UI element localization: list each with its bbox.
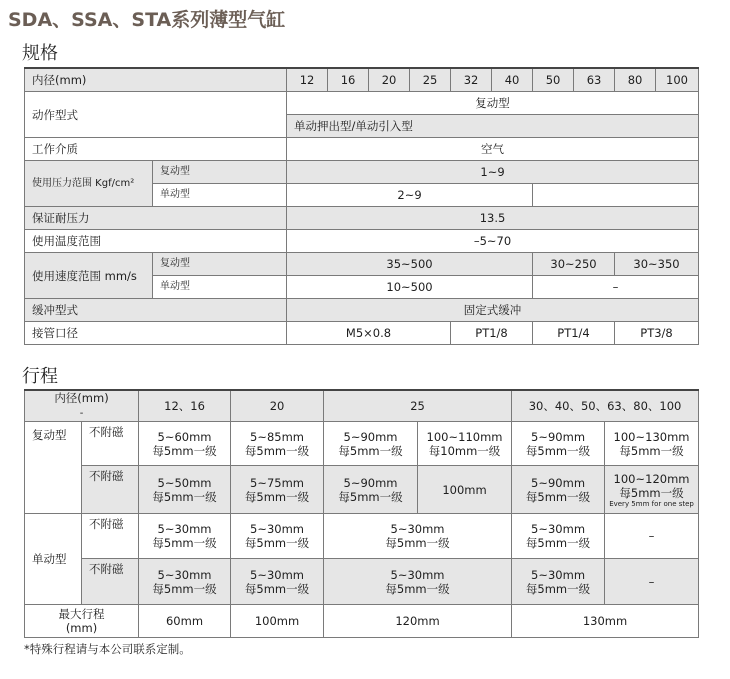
pressure-double-label: 复动型 <box>153 161 287 184</box>
stroke-bore-label: 内径(mm) - <box>25 390 139 422</box>
action-label: 动作型式 <box>25 92 287 138</box>
stroke-cell: 5~30mm 每5mm一级 <box>512 559 605 605</box>
stroke-cell: 5~30mm 每5mm一级 <box>231 514 324 559</box>
stroke-table <box>24 389 699 638</box>
speed-value: 10~500 <box>287 276 533 299</box>
pressure-double-value: 1~9 <box>287 161 699 184</box>
pressure-single-label: 单动型 <box>153 184 287 207</box>
stroke-cell: 5~90mm 每5mm一级 <box>324 422 418 466</box>
temp-value: –5~70 <box>287 230 699 253</box>
temp-label: 使用温度范围 <box>25 230 287 253</box>
stroke-bore: 25 <box>324 390 512 422</box>
stroke-cell: 5~90mm 每5mm一级 <box>324 466 418 514</box>
stroke-cell: 5~30mm 每5mm一级 <box>139 514 231 559</box>
footnote: *特殊行程请与本公司联系定制。 <box>24 642 191 656</box>
medium-label: 工作介质 <box>25 138 287 161</box>
stroke-cell: 100mm <box>418 466 512 514</box>
nonmag-label: 不附磁 <box>82 466 139 514</box>
stroke-cell: 5~30mm 每5mm一级 <box>139 559 231 605</box>
port-value: M5×0.8 <box>287 322 451 345</box>
stroke-bore: 12、16 <box>139 390 231 422</box>
port-value: PT1/4 <box>533 322 615 345</box>
spec-heading: 规格 <box>22 43 58 64</box>
speed-single-label: 单动型 <box>153 276 287 299</box>
speed-label: 使用速度范围 mm/s <box>25 253 153 299</box>
stroke-cell: 5~30mm 每5mm一级 <box>324 514 512 559</box>
bore-label: 内径(mm) <box>25 68 287 92</box>
action-double: 复动型 <box>287 92 699 115</box>
nonmag-label: 不附磁 <box>82 559 139 605</box>
nonmag-label: 不附磁 <box>82 422 139 466</box>
bore-value: 32 <box>451 68 492 92</box>
stroke-cell: 5~90mm 每5mm一级 <box>512 422 605 466</box>
bore-value: 16 <box>328 68 369 92</box>
stroke-cell: 5~75mm 每5mm一级 <box>231 466 324 514</box>
empty-cell <box>533 184 699 207</box>
stroke-cell: 100~110mm 每10mm一级 <box>418 422 512 466</box>
spec-header-row <box>25 68 699 92</box>
port-value: PT1/8 <box>451 322 533 345</box>
stroke-bore: 30、40、50、63、80、100 <box>512 390 699 422</box>
speed-value: 30~350 <box>615 253 699 276</box>
max-stroke-value: 130mm <box>512 605 699 638</box>
speed-value: 30~250 <box>533 253 615 276</box>
stroke-cell: 100~120mm 每5mm一级 Every 5mm for one step <box>605 466 699 514</box>
cushion-value: 固定式缓冲 <box>287 299 699 322</box>
stroke-cell: 100~130mm 每5mm一级 <box>605 422 699 466</box>
speed-value: 35~500 <box>287 253 533 276</box>
stroke-cell: 5~90mm 每5mm一级 <box>512 466 605 514</box>
cushion-label: 缓冲型式 <box>25 299 287 322</box>
stroke-bore: 20 <box>231 390 324 422</box>
stroke-cell: 5~30mm 每5mm一级 <box>512 514 605 559</box>
single-label: 单动型 <box>25 514 82 605</box>
speed-value: – <box>533 276 699 299</box>
bore-value: 40 <box>492 68 533 92</box>
max-stroke-label: 最大行程 (mm) <box>25 605 139 638</box>
proof-label: 保证耐压力 <box>25 207 287 230</box>
port-label: 接管口径 <box>25 322 287 345</box>
stroke-cell: 5~50mm 每5mm一级 <box>139 466 231 514</box>
stroke-cell: 5~85mm 每5mm一级 <box>231 422 324 466</box>
proof-value: 13.5 <box>287 207 699 230</box>
bore-value: 12 <box>287 68 328 92</box>
bore-value: 50 <box>533 68 574 92</box>
bore-value: 80 <box>615 68 656 92</box>
max-stroke-value: 120mm <box>324 605 512 638</box>
max-stroke-value: 60mm <box>139 605 231 638</box>
pressure-single-value: 2~9 <box>287 184 533 207</box>
stroke-cell: 5~30mm 每5mm一级 <box>324 559 512 605</box>
bore-value: 20 <box>369 68 410 92</box>
stroke-cell: 5~60mm 每5mm一级 <box>139 422 231 466</box>
stroke-heading: 行程 <box>22 366 58 387</box>
max-stroke-value: 100mm <box>231 605 324 638</box>
stroke-cell: – <box>605 559 699 605</box>
spec-table <box>24 67 699 345</box>
medium-value: 空气 <box>287 138 699 161</box>
bore-value: 25 <box>410 68 451 92</box>
stroke-cell: 5~30mm 每5mm一级 <box>231 559 324 605</box>
port-value: PT3/8 <box>615 322 699 345</box>
speed-double-label: 复动型 <box>153 253 287 276</box>
page-title: SDA、SSA、STA系列薄型气缸 <box>8 9 286 31</box>
double-label: 复动型 <box>25 422 82 514</box>
pressure-label: 使用压力范围 Kgf/cm² <box>25 161 153 207</box>
stroke-cell: – <box>605 514 699 559</box>
nonmag-label: 不附磁 <box>82 514 139 559</box>
bore-value: 100 <box>656 68 699 92</box>
bore-value: 63 <box>574 68 615 92</box>
action-single: 单动押出型/单动引入型 <box>287 115 699 138</box>
